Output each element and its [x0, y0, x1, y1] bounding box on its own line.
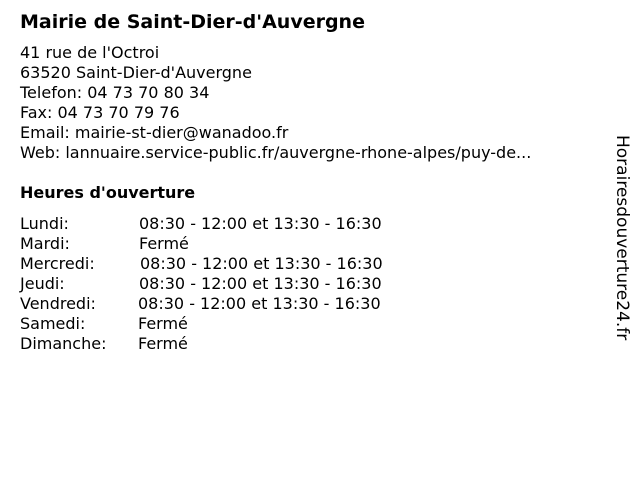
day-hours: Fermé	[138, 314, 188, 333]
city-address: 63520 Saint-Dier-d'Auvergne	[20, 63, 252, 82]
fax-number: Fax: 04 73 70 79 76	[20, 103, 180, 122]
day-hours: 08:30 - 12:00 et 13:30 - 16:30	[139, 274, 382, 293]
day-hours: Fermé	[139, 234, 189, 253]
day-label: Samedi:	[20, 314, 86, 333]
day-label: Jeudi:	[20, 274, 65, 293]
day-label: Vendredi:	[20, 294, 96, 313]
email-address: Email: mairie-st-dier@wanadoo.fr	[20, 123, 289, 142]
site-watermark: Horairesdouverture24.fr	[612, 135, 632, 341]
street-address: 41 rue de l'Octroi	[20, 43, 160, 62]
day-hours: Fermé	[138, 334, 188, 353]
day-hours: 08:30 - 12:00 et 13:30 - 16:30	[140, 254, 383, 273]
day-label: Lundi:	[20, 214, 69, 233]
day-label: Dimanche:	[20, 334, 107, 353]
website-link: Web: lannuaire.service-public.fr/auvergne-rhone-alpes/puy-de...	[20, 143, 532, 162]
phone-number: Telefon: 04 73 70 80 34	[20, 83, 210, 102]
contact-block	[20, 43, 531, 163]
day-hours: 08:30 - 12:00 et 13:30 - 16:30	[139, 214, 382, 233]
day-label: Mercredi:	[20, 254, 95, 273]
hours-heading: Heures d'ouverture	[20, 183, 196, 202]
page-title: Mairie de Saint-Dier-d'Auvergne	[20, 11, 365, 33]
day-hours: 08:30 - 12:00 et 13:30 - 16:30	[138, 294, 381, 313]
day-label: Mardi:	[20, 234, 70, 253]
